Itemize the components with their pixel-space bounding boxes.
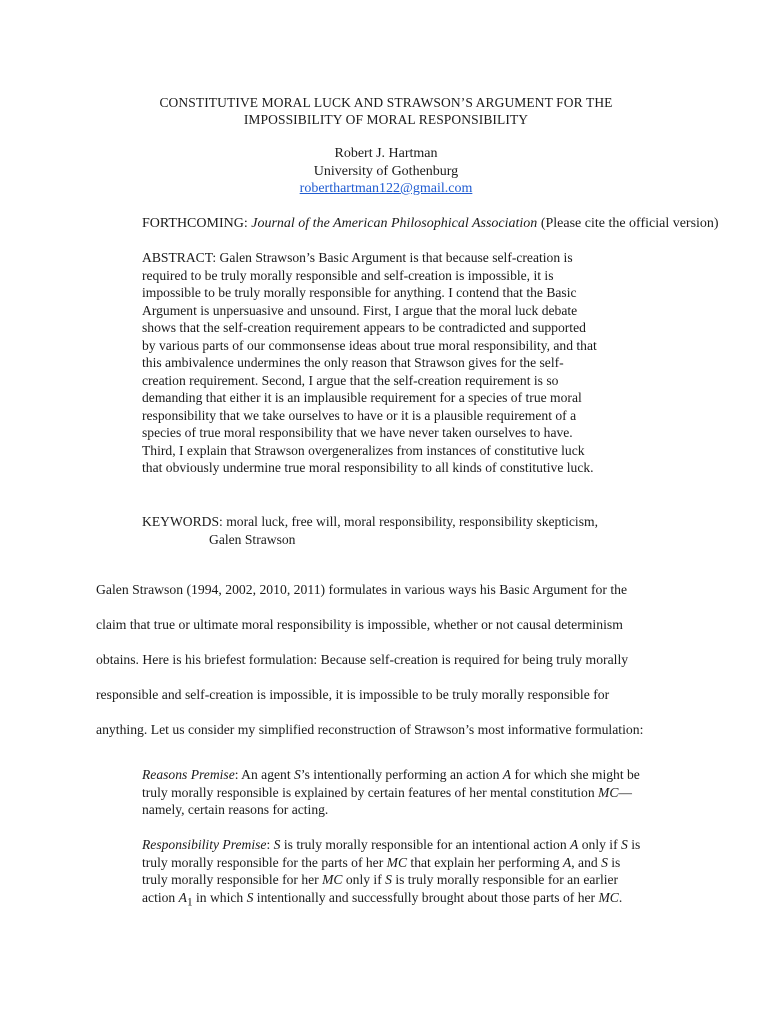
abstract-line: shows that the self-creation requirement appears to be contradicted and supported	[142, 320, 586, 335]
abstract-line: demanding that either it is an implausible requirement for a species of true moral	[142, 390, 582, 405]
title-line-1: CONSTITUTIVE MORAL LUCK AND STRAWSON’S ARGUMENT FOR THE	[159, 95, 613, 110]
body-line: obtains. Here is his briefest formulation: Because self-creation is required for being truly morally	[96, 652, 629, 667]
body-line: responsible and self-creation is impossible, it is impossible to be truly morally responsible for	[96, 687, 610, 702]
author-name: Robert J. Hartman	[334, 146, 438, 161]
journal-name: Journal of the American Philosophical Association	[251, 216, 538, 231]
forthcoming-note	[142, 215, 719, 232]
abstract-line: impossible to be truly morally responsible for anything. I contend that the Basic	[142, 285, 577, 300]
title-line-2: IMPOSSIBILITY OF MORAL RESPONSIBILITY	[243, 112, 529, 127]
keywords-text: moral luck, free will, moral responsibility, responsibility skepticism,	[226, 514, 598, 529]
paper-title	[96, 94, 676, 128]
abstract-line: creation requirement. Second, I argue that the self-creation requirement is so	[142, 372, 559, 388]
keywords-label: KEYWORDS:	[142, 514, 223, 529]
keywords-text: Galen Strawson	[209, 531, 296, 547]
abstract	[142, 249, 632, 477]
author-affiliation: University of Gothenburg	[313, 163, 459, 179]
responsibility-premise: Responsibility Premise: S is truly morally responsible for an intentional action A only if S is truly morally responsible for the parts of her MC that explain her performing A, and S is truly morally responsible for her MC only if S is truly morally responsible for an earlier action $A_1$ in which S intentionally and successfully brought about those parts of her MC.	[142, 837, 641, 909]
citation-note: (Please cite the official version)	[540, 216, 719, 231]
abstract-line: by various parts of our commonsense ideas about true moral responsibility, and that	[142, 337, 597, 353]
author-block	[96, 145, 676, 198]
abstract-line: that obviously undermine true moral responsibility to all kinds of constitutive luck.	[142, 460, 594, 475]
abstract-line: Argument is unpersuasive and unsound. First, I argue that the moral luck debate	[142, 302, 578, 318]
body-line: Galen Strawson (1994, 2002, 2010, 2011) formulates in various ways his Basic Argument for the	[96, 582, 628, 597]
abstract-label: ABSTRACT:	[142, 250, 217, 265]
premise-label: Reasons Premise	[142, 767, 235, 782]
abstract-line: responsibility that we take ourselves to have or it is a plausible requirement of a	[142, 407, 577, 423]
keywords	[142, 513, 598, 548]
abstract-line: ABSTRACT: Galen Strawson’s Basic Argument is that because self-creation is	[142, 250, 573, 265]
body-paragraph	[96, 580, 681, 755]
abstract-line: species of true moral responsibility that we have never taken ourselves to have.	[142, 425, 573, 440]
reasons-premise: Reasons Premise: An agent S’s intentionally performing an action A for which she might be truly morally responsible is explained by certain features of her mental constitution MC— namely, certain reasons for acting.	[142, 767, 640, 817]
abstract-line: Third, I explain that Strawson overgeneralizes from instances of constitutive luck	[142, 442, 585, 458]
premise-label: Responsibility Premise	[142, 837, 267, 852]
forthcoming-label: FORTHCOMING:	[142, 216, 248, 231]
abstract-line: required to be truly morally responsible and self-creation is impossible, it is	[142, 267, 554, 283]
author-email-link[interactable]: roberthartman122@gmail.com	[299, 181, 473, 196]
body-line: claim that true or ultimate moral responsibility is impossible, whether or not causal determinism	[96, 617, 623, 632]
body-line: anything. Let us consider my simplified reconstruction of Strawson’s most informative formulation:	[96, 722, 644, 737]
abstract-line: this ambivalence undermines the only reason that Strawson gives for the self-	[142, 355, 564, 370]
